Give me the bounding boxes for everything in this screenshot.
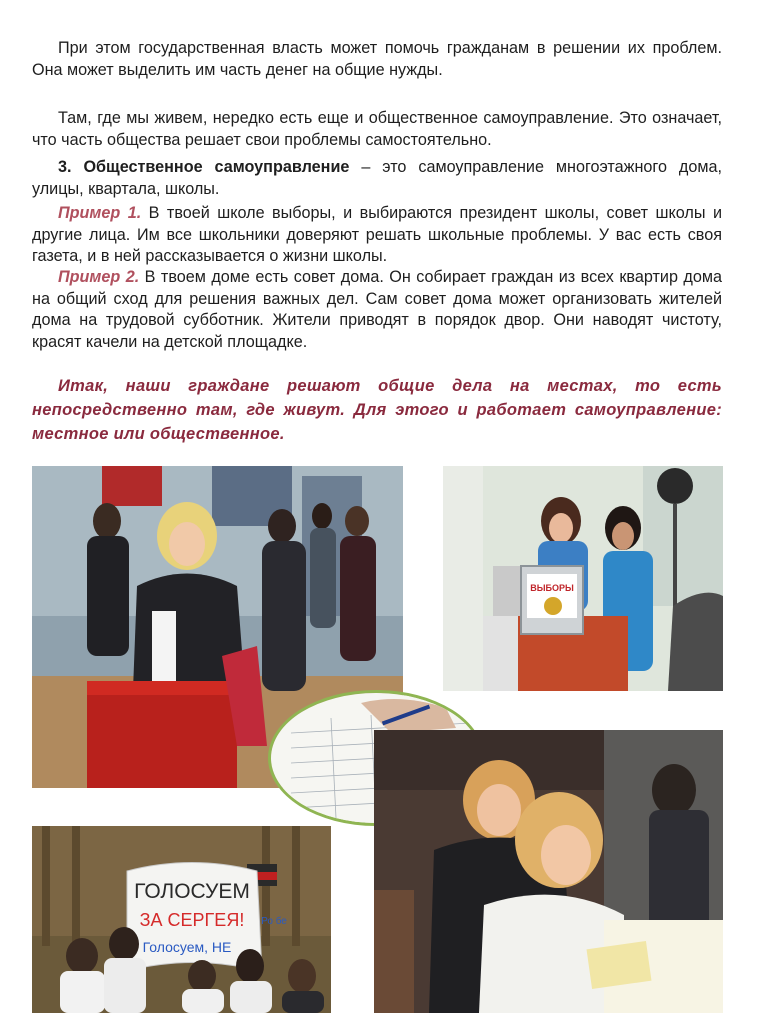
summary-conclusion bbox=[32, 374, 722, 446]
paragraph-state-help-text: При этом государственная власть может помочь гражданам в решении их проблем. Она может выделить им часть денег на общие нужды. bbox=[32, 39, 722, 79]
paragraph-state-help bbox=[32, 38, 722, 81]
photo-students-poster bbox=[32, 826, 331, 1013]
example-1-label: Пример 1. bbox=[58, 204, 142, 222]
summary-conclusion-text: Итак, наши граждане решают общие дела на местах, то есть непосредственно там, где живут. Для этого и работает самоуправление: местное или общественное. bbox=[32, 377, 722, 443]
definition-text: – это самоуправление многоэтажного дома, улицы, квартала, школы. bbox=[32, 158, 723, 198]
paragraph-self-government-text: Там, где мы живем, нередко есть еще и общественное самоуправление. Это означает, что часть общества решает свои проблемы самостоятельно. bbox=[32, 109, 722, 149]
paragraph-self-government bbox=[32, 108, 722, 151]
example-2-text: В твоем доме есть совет дома. Он собирает граждан из всех квартир дома на общий сход для решения важных дел. Сам совет дома может организовать жителей дома на трудовой субботник. Жители приводят в порядок двор. Они наводят чистоту, красят качели на детской площадке. bbox=[32, 268, 722, 351]
paragraph-definition bbox=[32, 157, 722, 200]
definition-term: 3. Общественное самоуправление bbox=[58, 158, 350, 176]
photo-registration-table bbox=[374, 730, 723, 1013]
photo-election-desk bbox=[443, 466, 723, 691]
example-2 bbox=[32, 267, 722, 353]
ballot-box-label: ВЫБОРЫ bbox=[530, 583, 574, 593]
poster-line-2: ЗА СЕРГЕЯ! bbox=[139, 910, 245, 930]
poster-line-1: ГОЛОСУЕМ bbox=[134, 880, 250, 903]
poster-side-text: Ро бе bbox=[261, 916, 287, 927]
example-2-label: Пример 2. bbox=[58, 268, 140, 286]
poster-line-3: Голосуем, НЕ bbox=[142, 939, 232, 955]
example-1-text: В твоей школе выборы, и выбираются президент школы, совет школы и другие лица. Им все школьники доверяют решать школьные проблемы. У вас есть своя газета, и в ней рассказывается о жизни школы. bbox=[32, 204, 722, 265]
example-1 bbox=[32, 203, 722, 268]
